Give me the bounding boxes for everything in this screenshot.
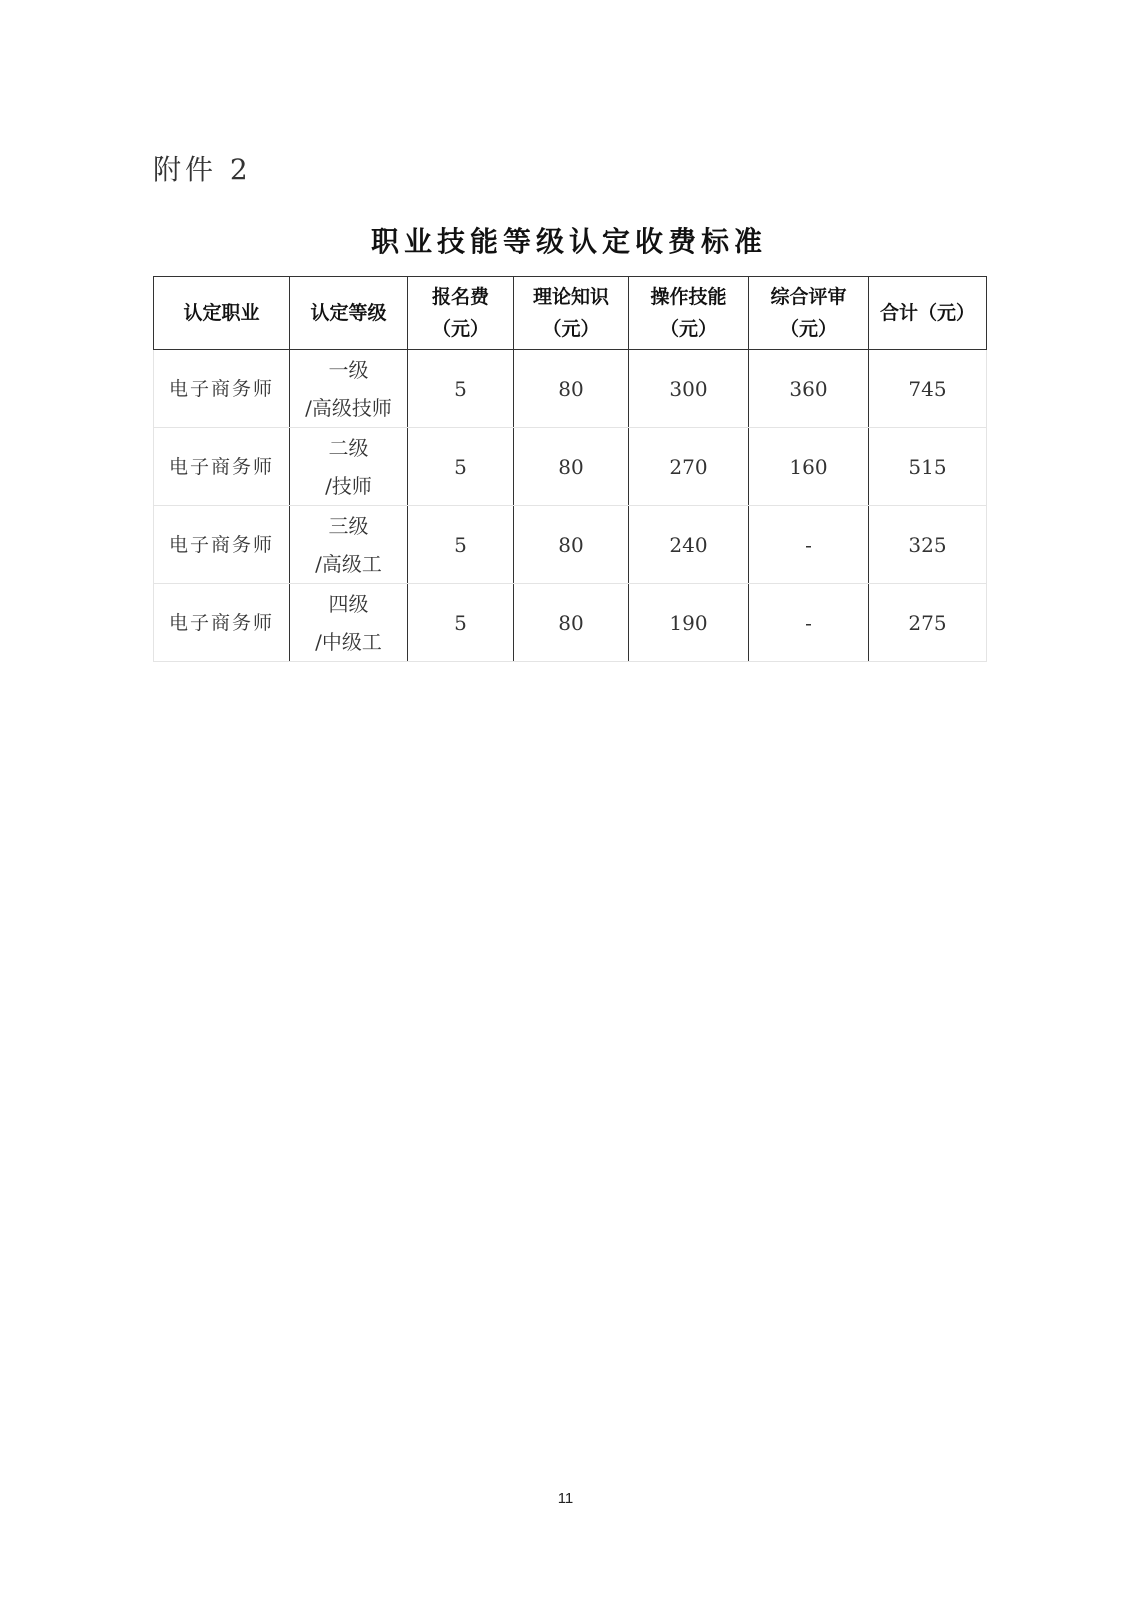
page-number: 11 [557, 1490, 574, 1507]
document-title: 职业技能等级认定收费标准 [370, 225, 767, 258]
cell-review: - [749, 506, 869, 584]
header-theory-fee: 理论知识 （元） [514, 277, 629, 350]
cell-skill: 300 [629, 350, 749, 428]
cell-total: 325 [869, 506, 987, 584]
header-registration-fee: 报名费 （元） [408, 277, 514, 350]
cell-occupation: 电子商务师 [154, 428, 290, 506]
cell-review: - [749, 584, 869, 662]
cell-registration: 5 [408, 506, 514, 584]
cell-level: 四级 /中级工 [290, 584, 408, 662]
cell-theory: 80 [514, 506, 629, 584]
table-header-row [154, 277, 987, 350]
cell-skill: 270 [629, 428, 749, 506]
cell-occupation: 电子商务师 [154, 506, 290, 584]
header-level: 认定等级 [290, 277, 408, 350]
cell-theory: 80 [514, 584, 629, 662]
cell-skill: 190 [629, 584, 749, 662]
cell-skill: 240 [629, 506, 749, 584]
header-occupation: 认定职业 [154, 277, 290, 350]
table-row [154, 584, 987, 662]
table-row [154, 350, 987, 428]
cell-theory: 80 [514, 428, 629, 506]
cell-registration: 5 [408, 428, 514, 506]
cell-registration: 5 [408, 584, 514, 662]
cell-theory: 80 [514, 350, 629, 428]
cell-level: 三级 /高级工 [290, 506, 408, 584]
cell-registration: 5 [408, 350, 514, 428]
cell-total: 515 [869, 428, 987, 506]
cell-occupation: 电子商务师 [154, 350, 290, 428]
fee-standard-table [153, 276, 987, 662]
cell-review: 160 [749, 428, 869, 506]
cell-total: 275 [869, 584, 987, 662]
header-skill-fee: 操作技能 （元） [629, 277, 749, 350]
cell-occupation: 电子商务师 [154, 584, 290, 662]
header-total: 合计（元） [869, 277, 987, 350]
cell-level: 二级 /技师 [290, 428, 408, 506]
table-row [154, 506, 987, 584]
cell-review: 360 [749, 350, 869, 428]
table-row [154, 428, 987, 506]
cell-total: 745 [869, 350, 987, 428]
header-review-fee: 综合评审 （元） [749, 277, 869, 350]
cell-level: 一级 /高级技师 [290, 350, 408, 428]
annex-label: 附件 2 [153, 153, 252, 186]
